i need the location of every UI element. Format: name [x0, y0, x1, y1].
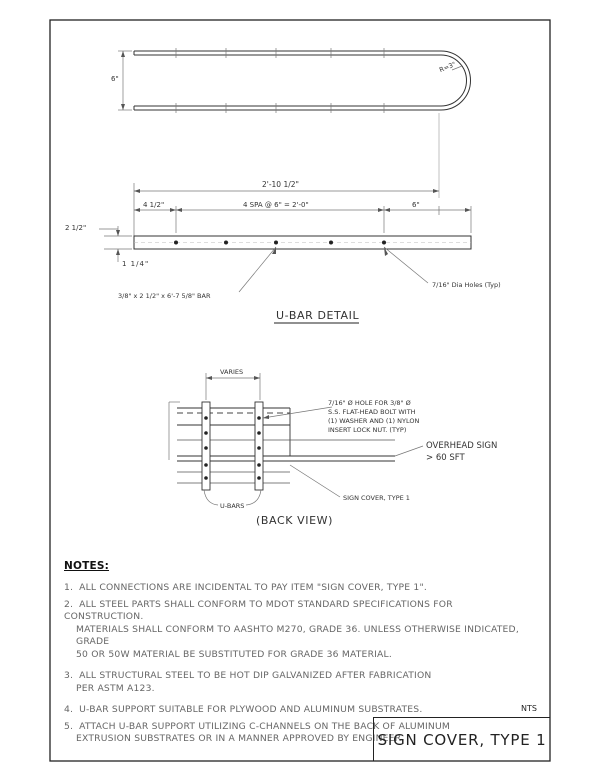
varies-label: VARIES [220, 368, 244, 376]
note-2 [64, 599, 534, 662]
dim-spacing-label: 4 SPA @ 6" = 2'-0" [243, 201, 309, 209]
note-3-number: 3. [64, 670, 74, 681]
note-3-line-2: PER ASTM A123. [76, 682, 155, 694]
note-2-line-3: 50 OR 50W MATERIAL BE SUBSTITUTED FOR GRADE 36 MATERIAL. [76, 648, 392, 660]
overall-length-label: 2'-10 1/2" [262, 180, 299, 189]
sign-cover-label: SIGN COVER, TYPE 1 [343, 494, 410, 502]
ubar-radius-label: R=3" [438, 60, 458, 75]
dim-top-label: 2 1/2" [65, 224, 87, 232]
flat-bar [134, 236, 471, 249]
note-5-line-1: ATTACH U-BAR SUPPORT UTILIZING C-CHANNELS ON THE BACK OF ALUMINUM [79, 720, 451, 732]
back-view-title: (BACK VIEW) [256, 514, 334, 527]
note-4 [64, 704, 534, 717]
hole-note-line-2: S.S. FLAT-HEAD BOLT WITH [328, 408, 416, 416]
hole-note-line-3: (1) WASHER AND (1) NYLON [328, 417, 420, 425]
note-3-line-1: ALL STRUCTURAL STEEL TO BE HOT DIP GALVANIZED AFTER FABRICATION [79, 670, 432, 681]
note-2-number: 2. [64, 598, 74, 610]
note-1-number: 1. [64, 582, 74, 593]
ubars-label: U-BARS [220, 502, 245, 510]
dim-left-label: 4 1/2" [143, 201, 165, 209]
note-5-line-2: EXTRUSION SUBSTRATES OR IN A MANNER APPROVED BY ENGINEER. [76, 733, 405, 744]
bar-size-label: 3/8" x 2 1/2" x 6'-7 5/8" BAR [118, 292, 211, 300]
note-4-number: 4. [64, 704, 74, 715]
note-1 [64, 582, 534, 595]
note-2-line-2: MATERIALS SHALL CONFORM TO AASHTO M270, GRADE 36. UNLESS OTHERWISE INDICATED, GRADE [76, 623, 519, 647]
note-1-line-1: ALL CONNECTIONS ARE INCIDENTAL TO PAY ITEM "SIGN COVER, TYPE 1". [79, 582, 427, 593]
side-dimensions [99, 226, 132, 262]
hole-note-line-1: 7/16" Ø HOLE FOR 3/8" Ø [328, 399, 411, 407]
ubar-detail-title: U-BAR DETAIL [276, 309, 360, 322]
overhead-sign-label: OVERHEAD SIGN [426, 441, 498, 451]
nts-label: NTS [521, 704, 537, 713]
note-2-line-1: ALL STEEL PARTS SHALL CONFORM TO MDOT STANDARD SPECIFICATIONS FOR CONSTRUCTION. [64, 598, 453, 622]
bar-dimensions [134, 183, 471, 243]
note-4-line-1: U-BAR SUPPORT SUITABLE FOR PLYWOOD AND ALUMINUM SUBSTRATES. [79, 704, 423, 715]
title-block-text: SIGN COVER, TYPE 1 [377, 730, 547, 749]
title-block [373, 717, 550, 761]
hole-note-line-4: INSERT LOCK NUT. (TYP) [328, 426, 407, 434]
hole-label: 7/16" Dia Holes (Typ) [432, 281, 501, 289]
leaders [239, 247, 428, 292]
dim-bottom-label: 1 1/4" [122, 260, 150, 268]
overhead-size-label: > 60 SFT [426, 453, 465, 463]
back-view-bolts [204, 416, 261, 480]
dim-right-label: 6" [412, 201, 420, 209]
note-3 [64, 670, 534, 695]
ubar-plan [118, 48, 471, 198]
ubar-height-label: 6" [111, 75, 119, 83]
notes-heading: NOTES: [64, 560, 110, 572]
note-5-number: 5. [64, 720, 74, 732]
